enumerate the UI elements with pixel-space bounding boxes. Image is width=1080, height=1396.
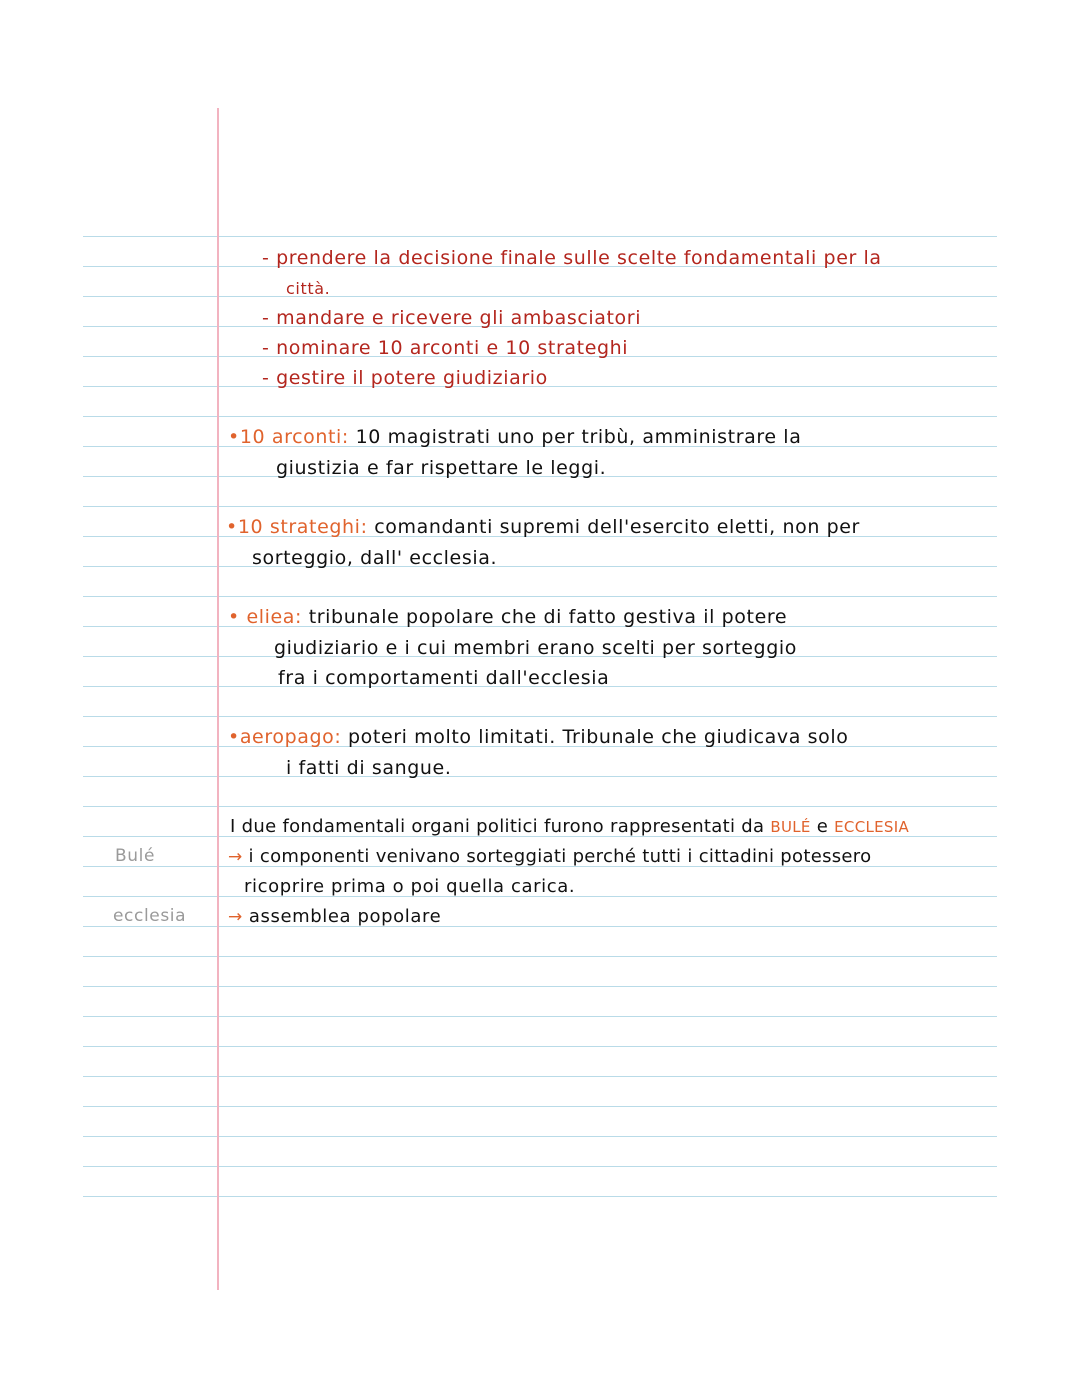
summary-ecclesia-note <box>228 908 441 926</box>
ruled-line <box>83 296 997 297</box>
term-ecclesia: ECCLESIA <box>834 818 910 836</box>
definition-text: 10 magistrati uno per tribù, amministrare la <box>355 426 802 448</box>
bullet-dot: • <box>228 606 240 628</box>
ruled-line <box>83 1136 997 1137</box>
margin-line <box>217 108 219 1290</box>
definition-eliea-cont2: fra i comportamenti dall'ecclesia <box>278 667 610 689</box>
arrow-icon: → <box>228 907 243 927</box>
ruled-line <box>83 1016 997 1017</box>
ruled-line <box>83 506 997 507</box>
ruled-line <box>83 416 997 417</box>
ruled-line <box>83 1106 997 1107</box>
summary-bule-note <box>228 848 871 866</box>
bullet-dot: • <box>228 426 240 448</box>
definition-arconti-cont: giustizia e far rispettare le leggi. <box>276 457 607 479</box>
ruled-line <box>83 986 997 987</box>
ruled-line <box>83 806 997 807</box>
ruled-line <box>83 926 997 927</box>
summary-text: i componenti venivano sorteggiati perché tutti i cittadini potessero <box>248 846 872 867</box>
margin-note-bule: Bulé <box>115 846 156 866</box>
list-item-decisione-cont: città. <box>286 279 331 298</box>
summary-text: assemblea popolare <box>248 906 442 927</box>
summary-bule-note-cont: ricoprire prima o poi quella carica. <box>244 876 576 897</box>
definition-eliea <box>228 608 787 627</box>
term-bule: BULÉ <box>770 818 811 836</box>
definition-aeropago <box>228 728 848 747</box>
list-item-nominare: - nominare 10 arconti e 10 strateghi <box>262 337 629 359</box>
definition-text: poteri molto limitati. Tribunale che giudicava solo <box>348 726 849 748</box>
ruled-line <box>83 1076 997 1077</box>
ruled-line <box>83 716 997 717</box>
definition-arconti <box>228 428 801 447</box>
summary-line <box>230 818 909 836</box>
list-item-giudiziario: - gestire il potere giudiziario <box>262 367 548 389</box>
term-arconti: 10 arconti <box>239 426 342 448</box>
ruled-line <box>83 1166 997 1167</box>
ruled-line <box>83 236 997 237</box>
bullet-dot: • <box>228 726 240 748</box>
definition-text: comandanti supremi dell'esercito eletti, non per <box>374 516 860 538</box>
margin-note-ecclesia: ecclesia <box>113 906 187 926</box>
term-separator: : <box>360 516 368 538</box>
definition-strateghi-cont: sorteggio, dall' ecclesia. <box>252 547 498 569</box>
term-separator: : <box>341 426 349 448</box>
list-item-decisione: - prendere la decisione finale sulle scelte fondamentali per la <box>262 247 882 269</box>
term-separator: : <box>295 606 303 628</box>
term-eliea: eliea <box>246 606 296 628</box>
term-separator: : <box>334 726 342 748</box>
ruled-line <box>83 596 997 597</box>
definition-eliea-cont1: giudiziario e i cui membri erano scelti per sorteggio <box>274 637 797 659</box>
definition-text: tribunale popolare che di fatto gestiva il potere <box>308 606 788 628</box>
ruled-line <box>83 776 997 777</box>
arrow-icon: → <box>228 847 243 867</box>
term-strateghi: 10 strateghi <box>237 516 361 538</box>
bullet-dot: • <box>226 516 238 538</box>
definition-aeropago-cont: i fatti di sangue. <box>286 757 452 779</box>
summary-text: I due fondamentali organi politici furono rappresentati da <box>230 816 765 837</box>
ruled-line <box>83 566 997 567</box>
ruled-line <box>83 956 997 957</box>
definition-strateghi <box>226 518 860 537</box>
list-item-ambasciatori: - mandare e ricevere gli ambasciatori <box>262 307 642 329</box>
ruled-line <box>83 1046 997 1047</box>
term-aeropago: aeropago <box>239 726 335 748</box>
summary-and: e <box>816 816 829 837</box>
ruled-line <box>83 1196 997 1197</box>
